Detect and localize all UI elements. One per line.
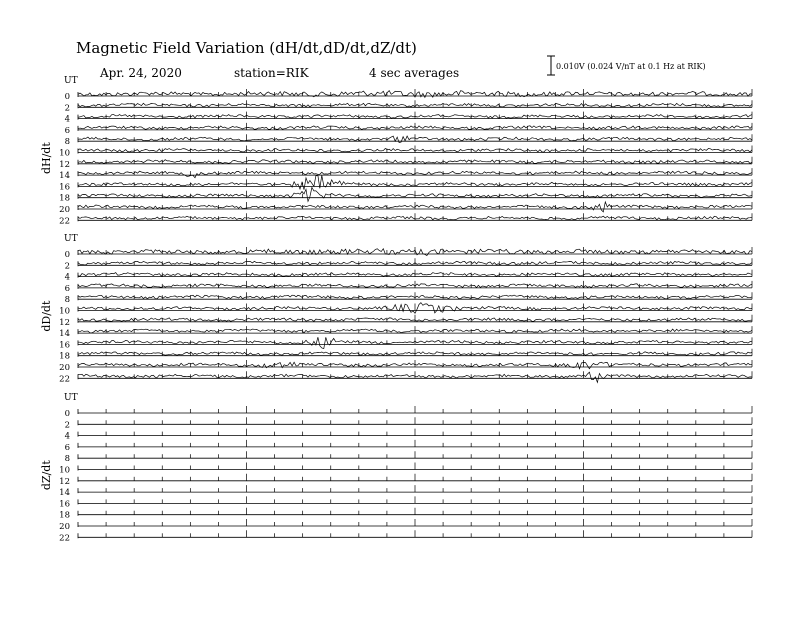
panel-dD-row-label-4: 4 [64, 272, 70, 283]
panel-dZ-row-label-16: 16 [59, 499, 70, 510]
panel-dZ-row-label-10: 10 [59, 465, 70, 476]
panel-dZ-row-label-6: 6 [64, 442, 70, 453]
averaging-label: 4 sec averages [369, 66, 460, 80]
panel-dH-row-label-10: 10 [59, 148, 70, 159]
panel-dH-row-label-22: 22 [59, 216, 70, 227]
panels-group [40, 76, 752, 543]
panel-dH-row-label-2: 2 [64, 103, 70, 114]
panel-dZ-row-label-8: 8 [64, 454, 70, 465]
panel-dZ-row-label-14: 14 [59, 488, 70, 499]
panel-dZ-row-label-22: 22 [59, 533, 70, 544]
panel-dZ-row-label-18: 18 [59, 510, 70, 521]
panel-dD-ut-label: UT [64, 234, 78, 244]
panel-dH-row-label-12: 12 [59, 159, 70, 170]
panel-dD-row-label-10: 10 [59, 306, 70, 317]
panel-dH-row-label-14: 14 [59, 171, 70, 182]
panel-dZ-ylabel: dZ/dt [40, 460, 53, 491]
station-label: station=RIK [234, 66, 309, 80]
panel-dD-row-label-6: 6 [64, 283, 70, 294]
panel-dH-ut-label: UT [64, 76, 78, 86]
panel-dH [40, 76, 752, 226]
panel-dD-row-label-16: 16 [59, 340, 70, 351]
date-label: Apr. 24, 2020 [100, 66, 182, 80]
panel-dD-row-label-20: 20 [59, 363, 70, 373]
panel-dD-ylabel: dD/dt [40, 300, 53, 332]
panel-dD-row-label-8: 8 [64, 295, 70, 306]
panel-dZ-ut-label: UT [64, 393, 78, 403]
panel-dD-row-label-14: 14 [59, 329, 70, 340]
panel-dH-row-label-16: 16 [59, 182, 70, 193]
panel-dD-row-label-22: 22 [59, 374, 70, 385]
panel-dH-row-label-18: 18 [59, 193, 70, 204]
panel-dZ [40, 393, 752, 543]
figure-title: Magnetic Field Variation (dH/dt,dD/dt,dZ/dt) [76, 39, 417, 57]
panel-dD-row-label-12: 12 [59, 317, 70, 328]
panel-dH-row-label-8: 8 [64, 137, 70, 148]
panel-dD-row-label-18: 18 [59, 351, 70, 362]
panel-dZ-row-label-20: 20 [59, 522, 70, 532]
scale-text: 0.010V (0.024 V/nT at 0.1 Hz at RIK) [556, 62, 706, 71]
panel-dH-row-label-0: 0 [64, 92, 70, 102]
panel-dZ-row-label-2: 2 [64, 420, 70, 431]
panel-dZ-row-label-12: 12 [59, 476, 70, 487]
scale-bar [547, 56, 555, 75]
panel-dD-row-label-2: 2 [64, 261, 70, 272]
panel-dZ-row-label-4: 4 [64, 431, 70, 442]
panel-dD [40, 234, 752, 384]
panel-dH-ylabel: dH/dt [40, 142, 53, 175]
panel-dH-row-label-4: 4 [64, 114, 70, 125]
panel-dZ-row-label-0: 0 [64, 409, 70, 419]
panel-dH-row-label-20: 20 [59, 205, 70, 215]
panel-dD-row-label-0: 0 [64, 250, 70, 260]
panel-dH-row-label-6: 6 [64, 125, 70, 136]
